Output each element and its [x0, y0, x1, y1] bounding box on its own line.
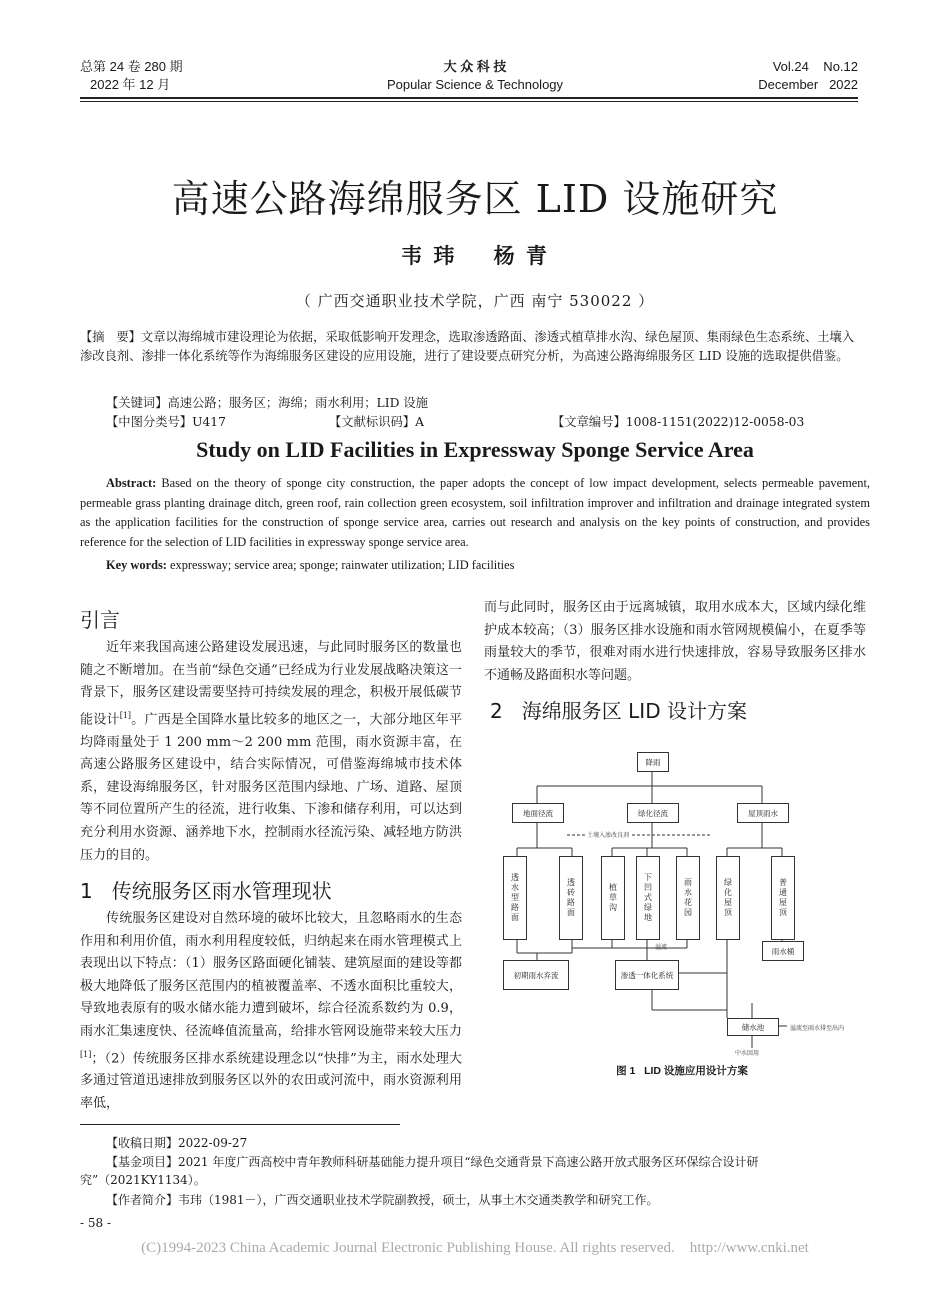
page-title: 高速公路海绵服务区 LID 设施研究 [171, 177, 779, 221]
intro-text-b: 。广西是全国降水量比较多的地区之一，大部分地区年平均降雨量处于 1 200 mm～2 200 mm 范围，雨水资源丰富，在高速公路服务区建设中，结合实际情况，可借鉴海绵城市技术体系，建设海绵服务区，针对服务区范围内绿地、广场、道路、屋顶等不同位置所产生的径流，进行收集、下渗和储存利用，可以达到充分利用水资源、涵养地下水，控制雨水径流污染、减轻地方防洪压力的目的。 [80, 712, 462, 863]
volume-issue: 总第 24 卷 280 期 [80, 59, 183, 74]
clc [106, 413, 226, 432]
article-no [552, 413, 804, 432]
reuse-label: 中水回用 [735, 1050, 760, 1057]
header-rule-thin [80, 101, 858, 102]
heading-section1: 1 传统服务区雨水管理现状 [80, 879, 332, 903]
author-bio-label: 【作者简介】 [106, 1193, 179, 1207]
permeable-pavement-box: 透水型路面 [503, 856, 527, 940]
roof-rain-box: 屋顶雨水 [737, 803, 789, 823]
keywords-en-label: Key words: [106, 558, 167, 572]
heading-intro: 引言 [80, 608, 120, 632]
received-label: 【收稿日期】 [106, 1136, 179, 1150]
header-rule [80, 97, 858, 99]
author-bio [106, 1191, 866, 1209]
fund-info [80, 1153, 866, 1189]
page-number: - 58 - [80, 1216, 112, 1230]
ground-runoff-box: 地面径流 [512, 803, 564, 823]
abstract-cn [80, 328, 860, 366]
lid-flowchart [497, 748, 807, 1057]
section1-text-b: ；（2）传统服务区排水系统建设理念以“快排”为主，雨水处理大多通过管道迅速排放到服务区以外的农田或河流中，雨水资源利用率低， [80, 1050, 462, 1112]
intro-paragraph [80, 637, 462, 867]
doc-value: A [415, 415, 424, 429]
authors: 韦 玮 杨 青 [401, 243, 549, 268]
storage-tank-box: 储水池 [727, 1018, 779, 1036]
section1-text-c: 而与此同时，服务区由于远离城镇，取用水成本大，区域内绿化维护成本较高；（3）服务区排水设施和雨水管网规模偏小，在夏季等雨量较大的季节，很难对雨水进行快速排放，容易导致服务区排水不通畅及路面积水等问题。 [484, 600, 866, 683]
author-bio-value: 韦玮（1981－），广西交通职业技术学院副教授，硕士，从事土木交通类教学和研究工作。 [178, 1193, 659, 1207]
abstract-en-text: Based on the theory of sponge city construction, the paper adopts the concept of low impact development, selects permeable pavement, permeable grass planting drainage ditch, green roof, rain collection green ecosystem, soil infiltration improver and infiltration and drainage integrated system as the application facilities for the construction of sponge service area, carries out research and analysis on the key points of construction, and provides reference for the selection of LID facilities in expressway sponge service area. [80, 476, 874, 550]
keywords-label: 【关键词】 [106, 396, 168, 410]
outflow-label: 溢流至雨水排至出内 [790, 1025, 845, 1032]
heading-section2: 2 海绵服务区 LID 设计方案 [490, 699, 747, 723]
normal-roof-box: 普通屋顶 [771, 856, 795, 940]
section1-text-a: 传统服务区建设对自然环境的破坏比较大，且忽略雨水的生态作用和利用价值，雨水利用程度较低，归纳起来在雨水管理模式上表现出以下特点：（1）服务区路面硬化铺装、建筑屋面的建设等都极大地降低了服务区范围内的植被覆盖率、不透水面积比重较大，导致地表原有的吸水储水能力遭到破坏，综合径流系数约为 0.9，雨水汇集速度快、径流峰值流量高，给排水管网设施带来较大压力 [80, 911, 462, 1039]
keywords-text: 高速公路；服务区；海绵；雨水利用；LID 设施 [167, 396, 428, 410]
rain-barrel-box: 雨水桶 [762, 941, 804, 961]
abstract-label: 【摘 要】 [80, 330, 141, 344]
overflow-label: 溢流 [655, 944, 668, 951]
keywords-cn [106, 394, 866, 413]
figure-caption: 图 1 LID 设施应用设计方案 [616, 1065, 748, 1077]
soil-improver-label: 土壤入渗改良剂 [587, 832, 630, 839]
infiltration-system-box: 渗透一体化系统 [615, 960, 679, 990]
section1-continued [484, 597, 866, 687]
doc-code [329, 413, 424, 432]
clc-label: 【中图分类号】 [106, 415, 193, 429]
header-right [758, 58, 858, 94]
journal-name-cn: 大 众 科 技 [443, 59, 507, 74]
keywords-en [106, 556, 866, 576]
title-en: Study on LID Facilities in Expressway Sponge Service Area [196, 437, 754, 462]
section1-ref: [1] [80, 1049, 92, 1059]
copyright-watermark: (C)1994-2023 China Academic Journal Electronic Publishing House. All rights reserved. http://www.cnki.net [141, 1240, 809, 1256]
section1-body [80, 908, 462, 1116]
date-cn: 2022 年 12 月 [90, 77, 171, 92]
clc-value: U417 [192, 415, 226, 429]
green-runoff-box: 绿化径流 [627, 803, 679, 823]
abstract-en-label: Abstract: [106, 476, 157, 490]
rainfall-box: 降雨 [637, 752, 669, 772]
intro-text-a: 近年来我国高速公路建设发展迅速，与此同时服务区的数量也随之不断增加。在当前“绿色交通”已经成为行业发展战略决策这一背景下，服务区建设需要坚持可持续发展的理念，积极开展低碳节能设计 [80, 640, 462, 728]
sunken-green-box: 下凹式绿地 [636, 856, 660, 940]
abstract-en [80, 474, 874, 553]
permeable-brick-box: 透砖路面 [559, 856, 583, 940]
received-value: 2022-09-27 [178, 1136, 248, 1150]
initial-rain-discard-box: 初期雨水弃流 [503, 960, 569, 990]
received-date [106, 1134, 247, 1152]
doc-label: 【文献标识码】 [329, 415, 416, 429]
rain-garden-box: 雨水花园 [676, 856, 700, 940]
grass-ditch-box: 植草沟 [601, 856, 625, 940]
fund-label: 【基金项目】 [106, 1155, 179, 1169]
vol-no: Vol.24 No.12 [772, 59, 858, 74]
journal-name-en: Popular Science & Technology [386, 77, 564, 92]
abstract-text: 文章以海绵城市建设理论为依据，采取低影响开发理念，选取渗透路面、渗透式植草排水沟、绿色屋顶、集雨绿色生态系统、土壤入渗改良剂、渗排一体化系统等作为海绵服务区建设的应用设施，进行了建设要点研究分析，为高速公路海绵服务区 LID 设施的选取提供借鉴。 [80, 330, 855, 363]
keywords-en-text: expressway; service area; sponge; rainwater utilization; LID facilities [166, 558, 515, 572]
footnote-rule [80, 1124, 400, 1125]
affiliation: （ 广西交通职业技术学院，广西 南宁 530022 ） [295, 292, 655, 310]
green-roof-box: 绿化屋顶 [716, 856, 740, 940]
article-label: 【文章编号】 [552, 415, 626, 429]
fund-value: 2021 年度广西高校中青年教师科研基础能力提升项目“绿色交通背景下高速公路开放式服务区环保综合设计研究”（2021KY1134）。 [80, 1155, 759, 1187]
date-en: December 2022 [758, 77, 858, 92]
article-value: 1008-1151(2022)12-0058-03 [625, 415, 805, 429]
section1-paragraph [80, 908, 462, 1116]
intro-body [80, 637, 462, 867]
intro-ref: [1] [119, 710, 132, 720]
